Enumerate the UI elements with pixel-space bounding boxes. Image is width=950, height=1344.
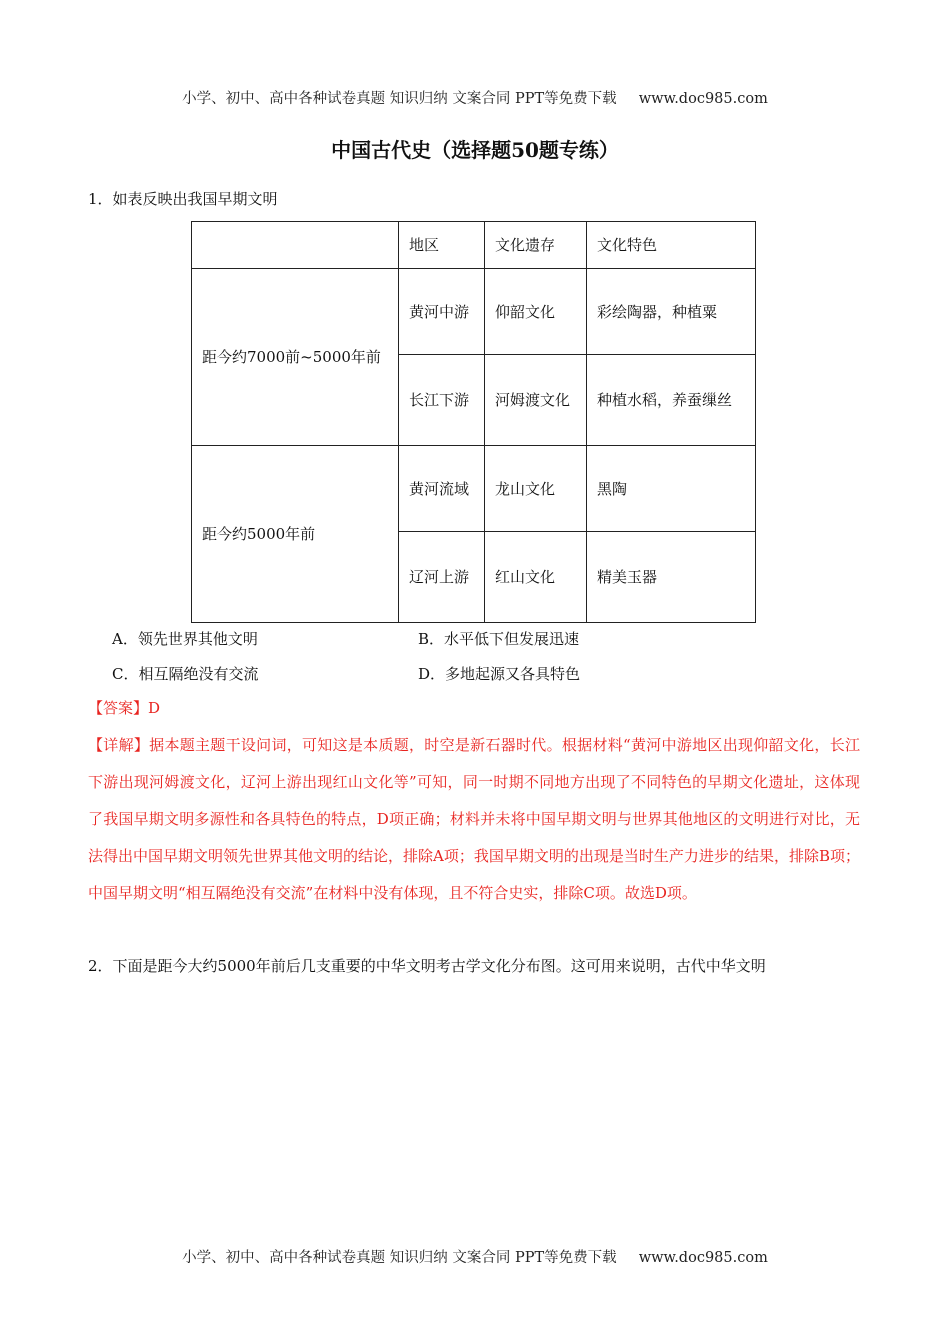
table-period-2: 距今约5000年前 <box>192 446 399 623</box>
table-culture-cell: 河姆渡文化 <box>485 355 587 446</box>
table-feature-cell: 种植水稻，养蚕缫丝 <box>587 355 756 446</box>
table-culture-cell: 红山文化 <box>485 532 587 623</box>
option-b: B．水平低下但发展迅速 <box>418 630 580 648</box>
option-c: C．相互隔绝没有交流 <box>112 665 259 683</box>
footer-url[interactable]: www.doc985.com <box>638 1250 768 1266</box>
page-footer <box>0 1246 950 1267</box>
option-a: A．领先世界其他文明 <box>112 630 258 648</box>
header-url[interactable]: www.doc985.com <box>638 91 768 107</box>
answer-value: D <box>148 699 161 717</box>
table-header-empty <box>192 222 399 269</box>
table-culture-cell: 龙山文化 <box>485 446 587 532</box>
page-header <box>0 87 950 108</box>
table-region-cell: 黄河流域 <box>399 446 485 532</box>
table-region-cell: 长江下游 <box>399 355 485 446</box>
table-region-cell: 黄河中游 <box>399 269 485 355</box>
table-header-feature: 文化特色 <box>587 222 756 269</box>
table-feature-cell: 精美玉器 <box>587 532 756 623</box>
table-culture-cell: 仰韶文化 <box>485 269 587 355</box>
table-feature-cell: 黑陶 <box>587 446 756 532</box>
table-period-1: 距今约7000前~5000年前 <box>192 269 399 446</box>
table-header-region: 地区 <box>399 222 485 269</box>
table-region-cell: 辽河上游 <box>399 532 485 623</box>
footer-text: 小学、初中、高中各种试卷真题 知识归纳 文案合同 PPT等免费下载 <box>182 1250 617 1266</box>
header-text: 小学、初中、高中各种试卷真题 知识归纳 文案合同 PPT等免费下载 <box>182 91 617 107</box>
answer-line <box>88 697 160 718</box>
answer-label: 【答案】 <box>88 699 149 717</box>
question-2-stem: 2．下面是距今大约5000年前后几支重要的中华文明考古学文化分布图。这可用来说明，古代中华文明 <box>88 957 766 975</box>
explanation-paragraph <box>88 727 860 912</box>
table-header-culture: 文化遗存 <box>485 222 587 269</box>
question-1-stem: 1．如表反映出我国早期文明 <box>88 190 278 208</box>
question-1-table <box>191 221 756 623</box>
option-d: D．多地起源又各具特色 <box>418 665 581 683</box>
explanation-label: 【详解】 <box>88 736 150 754</box>
explanation-text: 据本题主题干设问词，可知这是本质题，时空是新石器时代。根据材料“黄河中游地区出现仰韶文化，长江下游出现河姆渡文化，辽河上游出现红山文化等”可知，同一时期不同地方出现了不同特色的早期文化遗址，这体现了我国早期文明多源性和各具特色的特点，D项正确；材料并未将中国早期文明与世界其他地区的文明进行对比，无法得出中国早期文明领先世界其他文明的结论，排除A项；我国早期文明的出现是当时生产力进步的结果，排除B项；中国早期文明“相互隔绝没有交流”在材料中没有体现，且不符合史实，排除C项。故选D项。 <box>88 736 860 902</box>
table-feature-cell: 彩绘陶器，种植粟 <box>587 269 756 355</box>
page-title: 中国古代史（选择题50题专练） <box>331 138 619 162</box>
